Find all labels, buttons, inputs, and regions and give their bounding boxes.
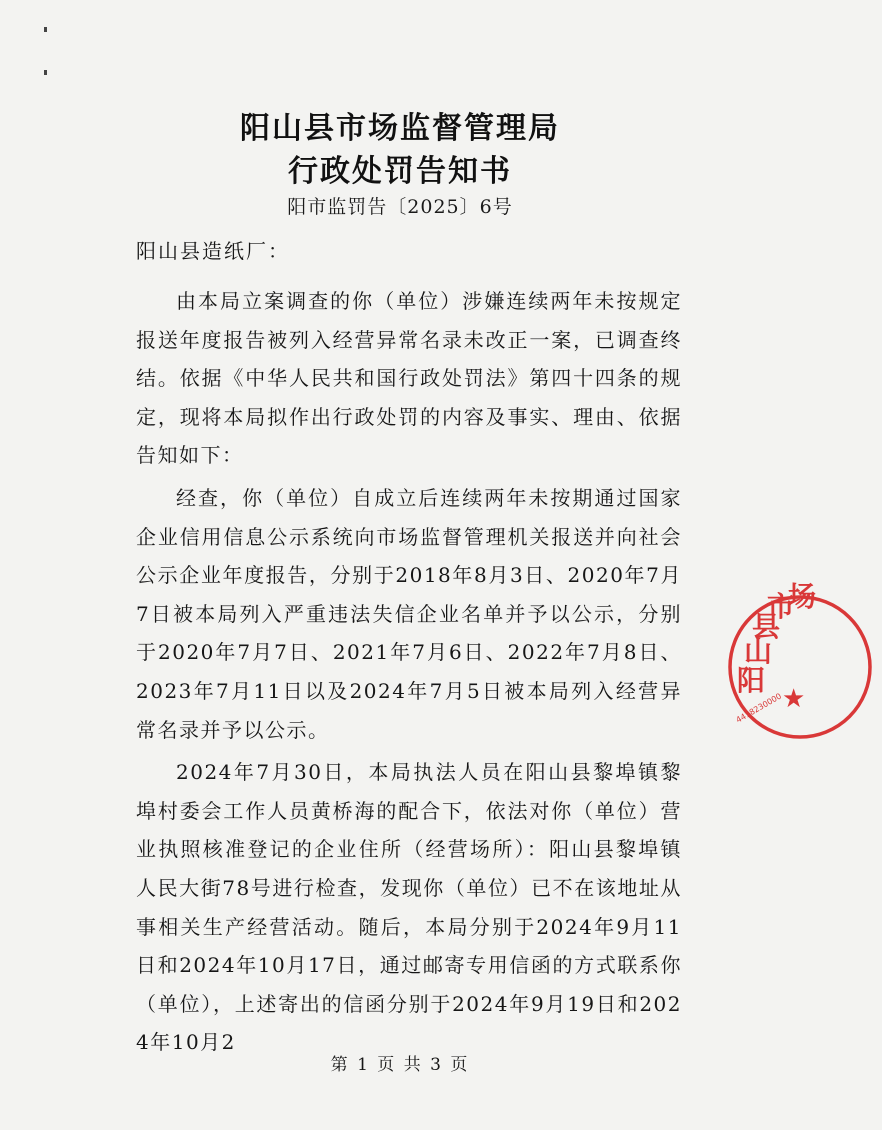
paragraph-intro: 由本局立案调查的你（单位）涉嫌连续两年未按规定报送年度报告被列入经营异常名录未改正一案，已调查终结。依据《中华人民共和国行政处罚法》第四十四条的规定，现将本局拟作出行政处罚的内容及事实、理由、依据告知如下： bbox=[136, 289, 682, 468]
doc-number: 阳市监罚告〔2025〕6号 bbox=[287, 196, 513, 218]
seal-code: 4418230000 bbox=[734, 691, 784, 725]
org-title: 阳山县市场监督管理局 bbox=[240, 111, 560, 146]
addressee: 阳山县造纸厂： bbox=[136, 239, 290, 263]
seal-text bbox=[737, 580, 816, 697]
scan-dot bbox=[44, 27, 47, 32]
seal-star: ★ bbox=[782, 684, 806, 714]
paragraph-inspection: 2024年7月30日，本局执法人员在阳山县黎埠镇黎埠村委会工作人员黄桥海的配合下，依法对你（单位）营业执照核准登记的企业住所（经营场所）：阳山县黎埠镇人民大街78号进行检查，发现你（单位）已不在该地址从事相关生产经营活动。随后，本局分别于2024年9月11日和2024年10月17日，通过邮寄专用信函的方式联系你（单位），上述寄出的信函分别于2024年9月19日和2024年10月2 bbox=[136, 760, 682, 1055]
official-seal bbox=[722, 580, 817, 740]
paragraph-findings: 经查，你（单位）自成立后连续两年未按期通过国家企业信用信息公示系统向市场监督管理机关报送并向社会公示企业年度报告，分别于2018年8月3日、2020年7月7日被本局列入严重违法失信企业名单并予以公示，分别于2020年7月7日、2021年7月6日、2022年7月8日、2023年7月11日以及2024年7月5日被本局列入经营异常名录并予以公示。 bbox=[136, 485, 682, 742]
doc-title: 行政处罚告知书 bbox=[288, 154, 512, 189]
seal-char: 阳 bbox=[737, 664, 766, 697]
seal-char: 市 bbox=[767, 590, 796, 623]
scan-dot bbox=[44, 70, 47, 75]
page-footer: 第 1 页 共 3 页 bbox=[330, 1055, 470, 1075]
seal-char: 山 bbox=[744, 635, 773, 668]
body-text bbox=[136, 282, 682, 1066]
seal-char: 县 bbox=[752, 610, 781, 643]
seal-char: 场 bbox=[788, 580, 817, 613]
